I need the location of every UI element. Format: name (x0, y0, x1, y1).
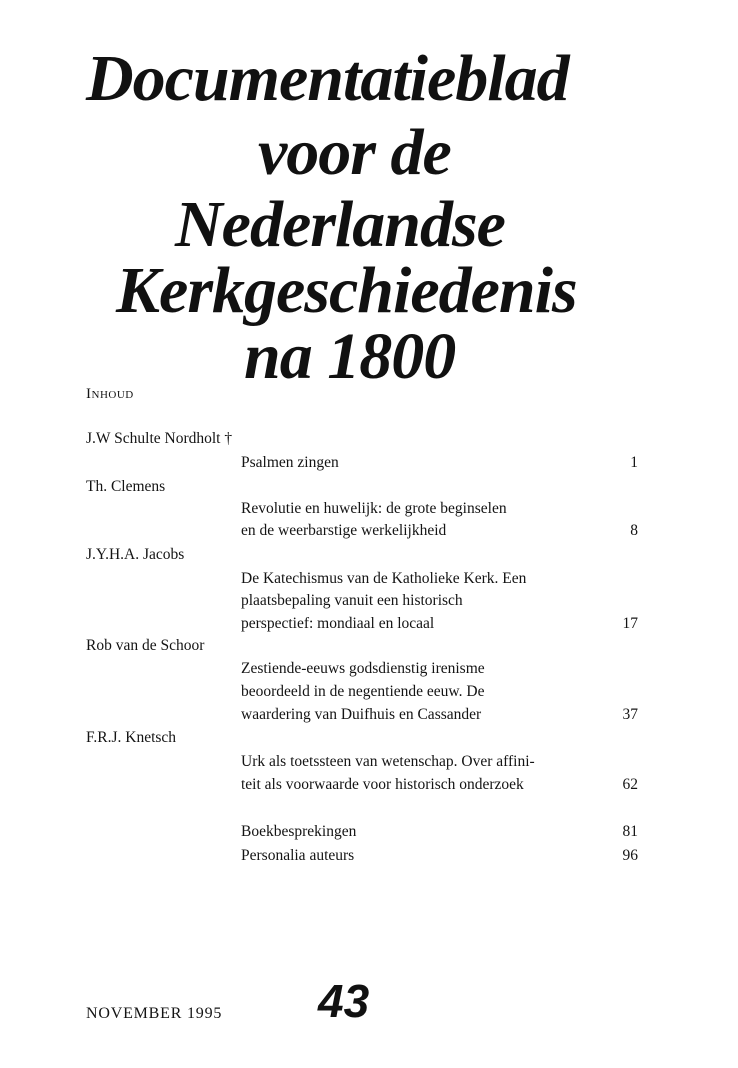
contents-heading: Inhoud (86, 386, 134, 402)
toc-page-number: 62 (622, 776, 638, 793)
toc-title: Boekbesprekingen (241, 823, 357, 840)
toc-title: Personalia auteurs (241, 847, 355, 864)
toc-page-number: 96 (622, 847, 638, 864)
toc-page-number: 17 (622, 615, 638, 632)
toc-page-number: 37 (622, 706, 638, 723)
title-line-1: Documentatieblad (86, 42, 569, 115)
toc-title: beoordeeld in de negentiende eeuw. De (241, 683, 485, 700)
toc-author: J.W Schulte Nordholt † (86, 430, 233, 447)
toc-title: perspectief: mondiaal en locaal (241, 615, 435, 632)
toc-title: plaatsbepaling vanuit een historisch (241, 592, 463, 609)
toc-author: Rob van de Schoor (86, 637, 205, 654)
toc-author: Th. Clemens (86, 478, 166, 495)
title-line-5: na 1800 (244, 320, 456, 393)
toc-title: Revolutie en huwelijk: de grote beginselen (241, 500, 507, 517)
toc-author: F.R.J. Knetsch (86, 729, 177, 746)
title-line-3: Nederlandse (175, 188, 505, 261)
toc-title: De Katechismus van de Katholieke Kerk. Een (241, 570, 527, 587)
toc-title: en de weerbarstige werkelijkheid (241, 522, 447, 539)
issue-number: 43 (318, 975, 370, 1027)
issue-date: NOVEMBER 1995 (86, 1005, 223, 1022)
title-line-2: voor de (258, 116, 451, 189)
title-line-4: Kerkgeschiedenis (116, 254, 577, 327)
toc-author: J.Y.H.A. Jacobs (86, 546, 185, 563)
toc-page-number: 8 (630, 522, 638, 539)
toc-title: waardering van Duifhuis en Cassander (241, 706, 482, 723)
toc-page-number: 81 (622, 823, 638, 840)
toc-title: teit als voorwaarde voor historisch onderzoek (241, 776, 524, 793)
toc-title: Psalmen zingen (241, 454, 339, 471)
toc-title: Zestiende-eeuws godsdienstig irenisme (241, 660, 485, 677)
toc-title: Urk als toetssteen van wetenschap. Over affini- (241, 753, 535, 770)
toc-page-number: 1 (630, 454, 638, 471)
